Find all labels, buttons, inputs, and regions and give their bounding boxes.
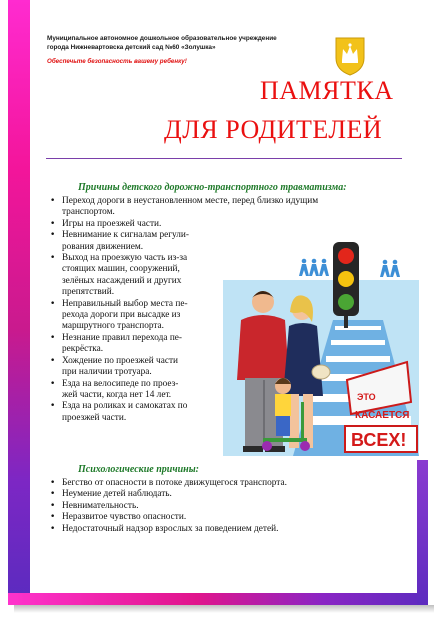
page-shadow (14, 605, 434, 613)
list-item-line: • Езда на роликах и самокатах по (62, 401, 188, 412)
list-item-line: рехода дороги при высадке из (62, 310, 181, 321)
organization-name (47, 34, 317, 52)
left-decorative-border (8, 0, 30, 600)
list-item: • Бегство от опасности в потоке движущегося транспорта. (48, 478, 378, 489)
title-line-2: ДЛЯ РОДИТЕЛЕЙ (164, 115, 383, 144)
list-item-line: • Неправильный выбор места пе- (62, 298, 188, 309)
list-item-line: • Невнимание к сигналам регули- (62, 230, 189, 241)
list-item: • Недостаточный надзор взрослых за поведением детей. (48, 524, 378, 535)
title-line-1: ПАМЯТКА (260, 76, 394, 105)
bottom-decorative-border (8, 593, 428, 605)
slogan: Обеспечьте безопасность вашему ребенку! (47, 58, 187, 65)
list-item: • Неразвитое чувство опасности. (48, 512, 378, 523)
list-item-line: при наличии тротуара. (62, 367, 152, 378)
list-item-line: зелёных насаждений и других (62, 275, 182, 286)
list-item (48, 219, 378, 230)
right-decorative-border (417, 460, 428, 605)
list-item-line: проезжей части. (62, 412, 127, 423)
list-item-line: • Переход дороги в неустановленном месте, перед близко идущим (62, 196, 319, 206)
organization-line-1: Муниципальное автономное дошкольное образовательное учреждение (47, 35, 277, 42)
psych-list (48, 478, 378, 535)
list-item (48, 196, 378, 219)
list-item-line: маршрутного транспорта. (62, 321, 164, 332)
list-item-line: жей части, когда нет 14 лет. (62, 389, 172, 400)
list-item-line: • Езда на велосипеде по проез- (62, 378, 179, 389)
list-item-line: транспортом. (62, 207, 115, 218)
list-item: • Невнимательность. (48, 501, 378, 512)
psych-heading: Психологические причины: (78, 464, 199, 475)
list-item-line: стоящих машин, сооружений, (62, 264, 180, 275)
list-item-line: препятствий. (62, 287, 115, 298)
sign-caption-1: ЭТО (357, 392, 376, 402)
list-item: • Неумение детей наблюдать. (48, 489, 378, 500)
list-item-line: • Незнание правил перехода пе- (62, 332, 183, 343)
traffic-light-icon (333, 242, 359, 328)
list-item-line: • Игры на проезжей части. (62, 218, 162, 229)
list-item-line: • Хождение по проезжей части (62, 355, 178, 366)
list-item-line: рования движением. (62, 241, 144, 252)
title-divider (46, 158, 402, 159)
list-item-line: • Выход на проезжую часть из-за (62, 253, 188, 264)
sign-caption-3: ВСЕХ! (351, 430, 407, 450)
kindergarten-crown-logo (334, 36, 366, 76)
list-item-line: рекрёстка. (62, 344, 104, 355)
sign-caption-2: КАСАЕТСЯ (355, 410, 410, 421)
reasons-heading: Причины детского дорожно-транспортного травматизма: (78, 182, 347, 193)
organization-line-2: города Нижневартовска детский сад №60 «Золушка» (47, 44, 216, 51)
road-safety-illustration (223, 240, 419, 456)
